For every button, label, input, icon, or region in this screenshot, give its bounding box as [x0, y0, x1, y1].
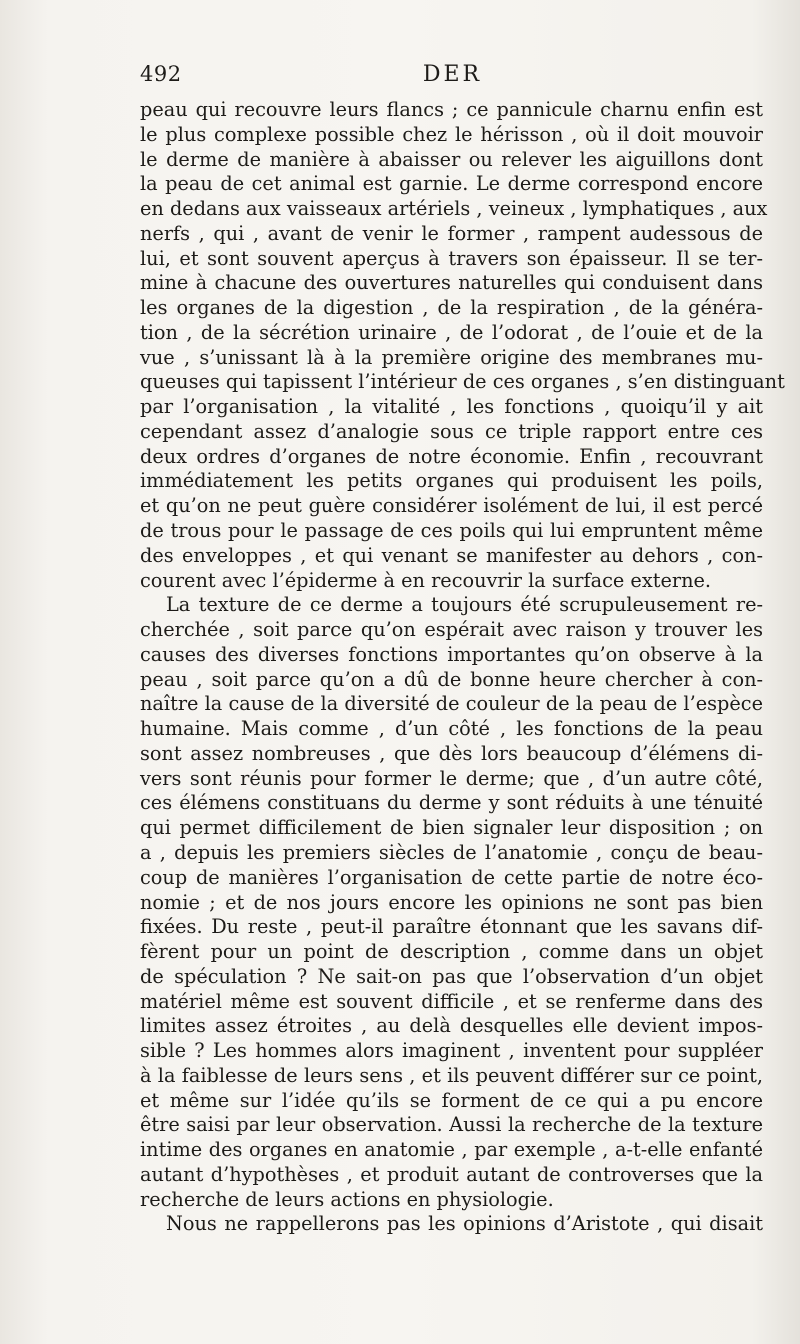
text-line: et même sur l’idée qu’ils se forment de ce qui a pu encore: [140, 1088, 763, 1112]
text-line: par l’organisation , la vitalité , les fonctions , quoiqu’il y ait: [140, 395, 763, 419]
text-line: peau qui recouvre leurs flancs ; ce pannicule charnu enfin est: [140, 98, 763, 121]
text-line: peau , soit parce qu’on a dû de bonne heure chercher à con-: [140, 667, 763, 691]
text-line: La texture de ce derme a toujours été scrupuleusement re-: [166, 593, 763, 617]
text-line: a , depuis les premiers siècles de l’anatomie , conçu de beau-: [140, 840, 763, 864]
text-line: de spéculation ? Ne sait-on pas que l’observation d’un objet: [140, 964, 763, 988]
page-number: 492: [140, 62, 182, 86]
text-line: les organes de la digestion , de la respiration , de la généra-: [140, 296, 763, 320]
running-head-title: DER: [422, 62, 483, 87]
text-line: nerfs , qui , avant de venir le former , rampent audessous de: [140, 221, 763, 245]
text-line: naître la cause de la diversité de couleur de la peau de l’espèce: [140, 692, 763, 716]
text-line: intime des organes en anatomie , par exemple , a-t-elle enfanté: [140, 1138, 763, 1162]
text-line: sible ? Les hommes alors imaginent , inventent pour suppléer: [140, 1039, 763, 1063]
text-line: ces élémens constituans du derme y sont réduits à une ténuité: [140, 791, 763, 815]
text-line: causes des diverses fonctions importantes qu’on observe à la: [140, 642, 763, 666]
text-line: de trous pour le passage de ces poils qui lui empruntent même: [140, 519, 763, 543]
text-line: fixées. Du reste , peut-il paraître étonnant que les savans dif-: [140, 915, 763, 939]
text-line: des enveloppes , et qui venant se manifester au dehors , con-: [140, 543, 763, 567]
text-line: vue , s’unissant là à la première origine des membranes mu-: [140, 345, 763, 369]
text-line: humaine. Mais comme , d’un côté , les fonctions de la peau: [140, 717, 763, 741]
text-line: fèrent pour un point de description , comme dans un objet: [140, 940, 763, 964]
text-line: en dedans aux vaisseaux artériels , veineux , lymphatiques , aux: [140, 197, 768, 221]
text-line: recherche de leurs actions en physiologie.: [140, 1187, 554, 1211]
text-line: Nous ne rappellerons pas les opinions d’Aristote , qui disait: [166, 1212, 763, 1236]
text-line: autant d’hypothèses , et produit autant de controverses que la: [140, 1162, 763, 1186]
text-line: le plus complexe possible chez le hérisson , où il doit mouvoir: [140, 122, 763, 146]
text-line: courent avec l’épiderme à en recouvrir la surface externe.: [140, 568, 712, 592]
text-line: cherchée , soit parce qu’on espérait avec raison y trouver les: [140, 618, 763, 642]
text-line: tion , de la sécrétion urinaire , de l’odorat , de l’ouie et de la: [140, 320, 763, 344]
text-line: immédiatement les petits organes qui produisent les poils,: [140, 469, 763, 493]
text-line: être saisi par leur observation. Aussi la recherche de la texture: [140, 1113, 763, 1137]
text-line: coup de manières l’organisation de cette partie de notre éco-: [140, 865, 763, 889]
body-text: [140, 98, 785, 1237]
text-line: vers sont réunis pour former le derme; que , d’un autre côté,: [140, 766, 763, 790]
text-line: matériel même est souvent difficile , et se renferme dans des: [140, 989, 763, 1013]
text-line: qui permet difficilement de bien signaler leur disposition ; on: [140, 816, 763, 840]
running-head: [140, 62, 765, 92]
text-line: lui, et sont souvent aperçus à travers son épaisseur. Il se ter-: [140, 246, 763, 270]
text-line: et qu’on ne peut guère considérer isolément de lui, il est percé: [140, 494, 763, 518]
text-line: queuses qui tapissent l’intérieur de ces organes , s’en distinguant: [140, 370, 785, 394]
text-line: deux ordres d’organes de notre économie. Enfin , recouvrant: [140, 444, 763, 468]
text-line: nomie ; et de nos jours encore les opinions ne sont pas bien: [140, 890, 763, 914]
text-line: limites assez étroites , au delà desquelles elle devient impos-: [140, 1014, 763, 1038]
text-line: à la faiblesse de leurs sens , et ils peuvent différer sur ce point,: [140, 1063, 763, 1087]
text-line: la peau de cet animal est garnie. Le derme correspond encore: [140, 172, 763, 196]
text-line: mine à chacune des ouvertures naturelles qui conduisent dans: [140, 271, 763, 295]
text-line: cependant assez d’analogie sous ce triple rapport entre ces: [140, 419, 763, 443]
text-line: sont assez nombreuses , que dès lors beaucoup d’élémens di-: [140, 741, 763, 765]
text-line: le derme de manière à abaisser ou relever les aiguillons dont: [140, 147, 763, 171]
